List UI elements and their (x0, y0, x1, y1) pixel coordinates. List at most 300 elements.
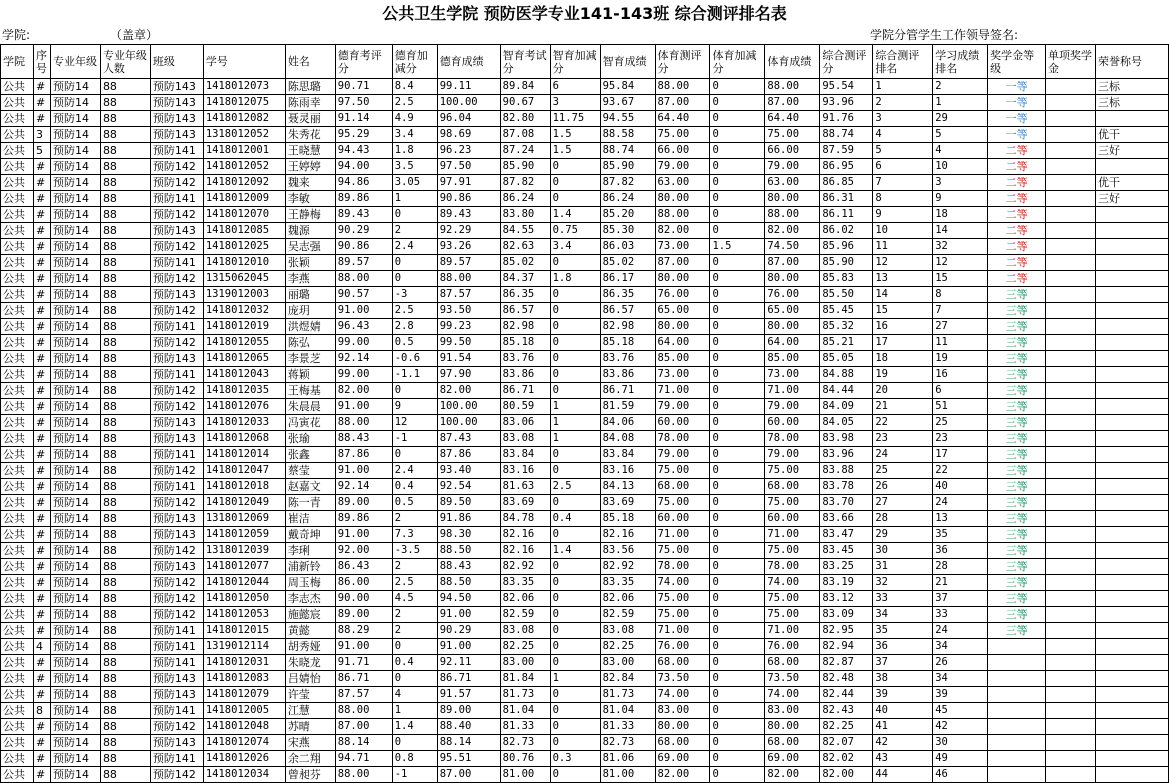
table-cell: 1318012052 (203, 127, 285, 143)
table-cell: 公共 (1, 239, 34, 255)
table-cell: 0.8 (392, 751, 437, 767)
table-cell: 31 (873, 559, 933, 575)
table-cell: 预防141 (150, 703, 203, 719)
column-header: 体育成绩 (765, 45, 820, 79)
table-cell: 88 (100, 671, 150, 687)
table-cell: 96.43 (335, 319, 392, 335)
table-cell: 三等 (988, 447, 1046, 463)
table-row (1, 143, 1169, 159)
table-cell: 1 (550, 399, 600, 415)
table-cell: 预防143 (150, 223, 203, 239)
table-cell: 82.95 (820, 623, 873, 639)
table-cell (1095, 239, 1168, 255)
table-cell: 预防14 (50, 351, 100, 367)
table-cell (1046, 527, 1096, 543)
table-cell: 100.00 (437, 415, 500, 431)
table-cell: 96.23 (437, 143, 500, 159)
table-cell: 2.8 (392, 319, 437, 335)
table-cell (1095, 495, 1168, 511)
table-row (1, 175, 1169, 191)
table-cell: # (33, 655, 50, 671)
table-cell: 预防14 (50, 127, 100, 143)
table-row (1, 543, 1169, 559)
table-cell: 王婷婷 (285, 159, 335, 175)
table-cell: 三等 (988, 559, 1046, 575)
table-cell: 71.00 (765, 527, 820, 543)
table-cell: 8.4 (392, 79, 437, 95)
table-cell: 23 (933, 431, 988, 447)
table-cell: 曾昶芬 (285, 767, 335, 783)
table-cell: 三等 (988, 511, 1046, 527)
table-cell: 0 (710, 79, 765, 95)
table-cell: 80.00 (655, 719, 710, 735)
table-cell: 82.98 (500, 319, 550, 335)
table-cell: 4.5 (392, 591, 437, 607)
table-cell: 82.16 (500, 543, 550, 559)
table-cell: 82.87 (820, 655, 873, 671)
table-cell: 24 (873, 447, 933, 463)
table-cell: 0.75 (550, 223, 600, 239)
table-cell: 82.16 (600, 527, 655, 543)
table-cell: 14 (873, 287, 933, 303)
table-cell: 赵嘉文 (285, 479, 335, 495)
table-cell: 宋燕 (285, 735, 335, 751)
column-header: 综合测评分 (820, 45, 873, 79)
table-cell (1095, 751, 1168, 767)
table-cell: 公共 (1, 207, 34, 223)
table-cell: 75.00 (655, 543, 710, 559)
table-cell: 82.48 (820, 671, 873, 687)
table-cell: 88 (100, 367, 150, 383)
table-cell: 三等 (988, 479, 1046, 495)
table-cell: 0 (550, 687, 600, 703)
table-cell: 二等 (988, 175, 1046, 191)
table-cell: 预防143 (150, 127, 203, 143)
table-cell: 64.00 (655, 335, 710, 351)
table-cell: 80.00 (765, 191, 820, 207)
table-cell (1046, 287, 1096, 303)
table-cell: 88.00 (335, 767, 392, 783)
table-cell: 1 (873, 79, 933, 95)
table-cell: 预防143 (150, 527, 203, 543)
table-cell: 预防14 (50, 735, 100, 751)
column-header: 班级 (150, 45, 203, 79)
table-cell: 89.00 (335, 495, 392, 511)
table-cell: 69.00 (765, 751, 820, 767)
table-cell: 86.71 (437, 671, 500, 687)
table-cell: 12 (873, 255, 933, 271)
table-cell: 82.06 (500, 591, 550, 607)
table-cell: 99.50 (437, 335, 500, 351)
table-cell: 0 (710, 639, 765, 655)
table-cell (1046, 767, 1096, 783)
table-cell: # (33, 431, 50, 447)
table-cell: 0 (550, 335, 600, 351)
table-cell (1095, 447, 1168, 463)
table-cell: 88.43 (437, 559, 500, 575)
table-cell: 83.16 (500, 463, 550, 479)
table-cell: 25 (933, 415, 988, 431)
table-cell: 预防142 (150, 159, 203, 175)
table-cell: 83.00 (500, 655, 550, 671)
table-cell: 预防141 (150, 623, 203, 639)
table-cell (1046, 575, 1096, 591)
table-cell (1095, 687, 1168, 703)
table-cell: 92.29 (437, 223, 500, 239)
table-cell: 预防142 (150, 543, 203, 559)
table-cell: 胡秀娅 (285, 639, 335, 655)
table-cell: 预防14 (50, 575, 100, 591)
table-cell: 预防141 (150, 639, 203, 655)
table-cell: 三等 (988, 607, 1046, 623)
table-cell (1046, 303, 1096, 319)
table-cell: 预防14 (50, 255, 100, 271)
table-cell: 张颖 (285, 255, 335, 271)
table-cell: 1418012059 (203, 527, 285, 543)
table-cell: 82.00 (820, 767, 873, 783)
table-cell: 公共 (1, 751, 34, 767)
table-row (1, 447, 1169, 463)
table-cell: 预防14 (50, 671, 100, 687)
table-cell: 三等 (988, 495, 1046, 511)
table-cell (1046, 751, 1096, 767)
table-cell: 预防14 (50, 463, 100, 479)
table-cell: 78.00 (765, 559, 820, 575)
table-cell: 83.84 (600, 447, 655, 463)
table-cell: 1418012075 (203, 95, 285, 111)
table-cell: 预防142 (150, 383, 203, 399)
table-cell: 0 (710, 271, 765, 287)
table-cell: 0 (550, 287, 600, 303)
table-cell: 88 (100, 687, 150, 703)
table-cell: 公共 (1, 559, 34, 575)
table-cell: 预防14 (50, 399, 100, 415)
table-cell: 12 (933, 255, 988, 271)
table-cell: 88.58 (600, 127, 655, 143)
table-cell: 预防14 (50, 511, 100, 527)
table-cell: 1.8 (392, 143, 437, 159)
table-cell: 88 (100, 399, 150, 415)
table-cell: 74.00 (765, 687, 820, 703)
table-cell: 93.50 (437, 303, 500, 319)
table-cell: 22 (873, 415, 933, 431)
table-cell: 预防143 (150, 111, 203, 127)
table-cell: 91.86 (437, 511, 500, 527)
table-cell: 88.50 (437, 543, 500, 559)
table-cell: 89.00 (437, 703, 500, 719)
table-cell: 73.50 (655, 671, 710, 687)
table-cell: 预防14 (50, 143, 100, 159)
table-cell (1095, 575, 1168, 591)
table-cell: 0 (550, 639, 600, 655)
table-cell: 85.00 (765, 351, 820, 367)
table-cell: 83.16 (600, 463, 655, 479)
table-cell: 86.57 (600, 303, 655, 319)
table-cell: 75.00 (655, 495, 710, 511)
table-cell: 1418012015 (203, 623, 285, 639)
table-cell: 86.43 (335, 559, 392, 575)
table-cell: 公共 (1, 143, 34, 159)
table-cell: 1.4 (392, 719, 437, 735)
table-cell: 公共 (1, 767, 34, 783)
table-row (1, 767, 1169, 783)
table-cell: 74.00 (655, 687, 710, 703)
table-cell: 0 (550, 719, 600, 735)
table-cell: 0 (550, 575, 600, 591)
table-cell: 1.8 (550, 271, 600, 287)
column-header: 序号 (33, 45, 50, 79)
table-cell: 0 (550, 703, 600, 719)
table-cell: 91.00 (335, 303, 392, 319)
table-cell: 88 (100, 495, 150, 511)
table-cell: 32 (933, 239, 988, 255)
table-cell: 86.71 (335, 671, 392, 687)
table-cell: 97.50 (437, 159, 500, 175)
table-cell: 预防14 (50, 447, 100, 463)
table-cell: 1418012052 (203, 159, 285, 175)
table-cell: 0 (392, 207, 437, 223)
table-cell: # (33, 607, 50, 623)
table-cell: 64.00 (765, 335, 820, 351)
table-cell: 88 (100, 79, 150, 95)
table-cell: 1418012025 (203, 239, 285, 255)
table-cell: 0 (550, 191, 600, 207)
table-cell: 崔洁 (285, 511, 335, 527)
column-header: 智育考试分 (500, 45, 550, 79)
table-cell: 0 (550, 591, 600, 607)
table-cell (1046, 607, 1096, 623)
table-cell: 预防143 (150, 431, 203, 447)
table-cell: 0 (710, 303, 765, 319)
table-cell: 87.82 (500, 175, 550, 191)
table-cell: 11 (873, 239, 933, 255)
table-cell: 0 (550, 463, 600, 479)
table-cell: 0 (710, 527, 765, 543)
table-cell: # (33, 367, 50, 383)
table-cell: 2 (873, 95, 933, 111)
table-cell: 5 (873, 143, 933, 159)
table-cell: 预防14 (50, 655, 100, 671)
table-cell (988, 703, 1046, 719)
table-cell: 三等 (988, 415, 1046, 431)
table-cell: 公共 (1, 431, 34, 447)
table-cell: 预防143 (150, 351, 203, 367)
table-cell: 60.00 (765, 511, 820, 527)
table-cell: 1418012092 (203, 175, 285, 191)
table-cell: 92.14 (335, 351, 392, 367)
table-cell: 0 (550, 655, 600, 671)
table-cell: 朱晓龙 (285, 655, 335, 671)
table-cell: 83.84 (500, 447, 550, 463)
table-cell: 1319012114 (203, 639, 285, 655)
table-cell: 89.50 (437, 495, 500, 511)
table-row (1, 751, 1169, 767)
column-header: 德育成绩 (437, 45, 500, 79)
table-cell: 公共 (1, 527, 34, 543)
table-cell: 74.50 (765, 239, 820, 255)
table-cell (1046, 271, 1096, 287)
table-cell: 0 (710, 751, 765, 767)
table-cell: # (33, 495, 50, 511)
table-cell: # (33, 767, 50, 783)
table-cell: 公共 (1, 479, 34, 495)
table-cell (1046, 559, 1096, 575)
table-cell: 0.5 (392, 495, 437, 511)
table-cell: 0.4 (392, 655, 437, 671)
table-cell: 22 (933, 463, 988, 479)
table-cell: 苏晴 (285, 719, 335, 735)
table-cell: 86.02 (820, 223, 873, 239)
table-cell: 86.24 (500, 191, 550, 207)
table-cell: 0 (550, 559, 600, 575)
table-cell: 86.03 (600, 239, 655, 255)
table-row (1, 575, 1169, 591)
table-cell: 三等 (988, 463, 1046, 479)
table-cell: 27 (933, 319, 988, 335)
table-cell: 1418012031 (203, 655, 285, 671)
table-cell: 87.24 (500, 143, 550, 159)
table-cell: 88 (100, 479, 150, 495)
table-cell: 2.5 (392, 95, 437, 111)
table-cell: 68.00 (655, 479, 710, 495)
table-cell: 预防14 (50, 751, 100, 767)
table-cell: 预防14 (50, 719, 100, 735)
table-cell: 79.00 (765, 159, 820, 175)
table-cell: 0.3 (550, 751, 600, 767)
table-cell (1046, 207, 1096, 223)
table-cell: 35 (873, 623, 933, 639)
table-cell (1046, 223, 1096, 239)
table-cell: 二等 (988, 159, 1046, 175)
table-cell: 86.57 (500, 303, 550, 319)
table-cell: 82.02 (820, 751, 873, 767)
table-cell: 87.00 (437, 767, 500, 783)
table-row (1, 495, 1169, 511)
table-cell: 15 (873, 303, 933, 319)
table-cell: 预防143 (150, 95, 203, 111)
table-cell: 0 (710, 703, 765, 719)
table-cell (1046, 79, 1096, 95)
table-cell: 预防14 (50, 687, 100, 703)
table-row (1, 639, 1169, 655)
table-cell: 预防14 (50, 479, 100, 495)
table-cell (1095, 159, 1168, 175)
table-cell: 83.08 (500, 623, 550, 639)
table-cell: 1418012050 (203, 591, 285, 607)
table-cell (1095, 319, 1168, 335)
table-cell: 83.76 (600, 351, 655, 367)
table-cell: 80.00 (765, 719, 820, 735)
table-cell: 93.96 (820, 95, 873, 111)
table-cell: 预防143 (150, 687, 203, 703)
table-cell: # (33, 527, 50, 543)
table-cell: 预防14 (50, 767, 100, 783)
table-cell: 预防142 (150, 591, 203, 607)
table-cell: 2 (392, 559, 437, 575)
table-cell: # (33, 319, 50, 335)
table-cell: 88 (100, 591, 150, 607)
table-cell: 88.43 (335, 431, 392, 447)
table-cell: 预防14 (50, 639, 100, 655)
table-cell: 0 (550, 383, 600, 399)
table-cell: 91.00 (335, 639, 392, 655)
table-cell: 陈思璐 (285, 79, 335, 95)
table-cell: 19 (873, 367, 933, 383)
table-cell: 2.4 (392, 239, 437, 255)
ranking-table (0, 44, 1169, 783)
table-cell: # (33, 687, 50, 703)
table-cell: 2.5 (392, 303, 437, 319)
table-cell: 预防142 (150, 719, 203, 735)
table-cell: 0 (550, 351, 600, 367)
table-cell (1046, 127, 1096, 143)
table-cell (1046, 447, 1096, 463)
table-cell: 39 (933, 687, 988, 703)
table-row (1, 159, 1169, 175)
table-cell: 99.00 (335, 335, 392, 351)
table-cell: 25 (873, 463, 933, 479)
table-cell: 91.00 (335, 399, 392, 415)
table-cell: 60.00 (655, 511, 710, 527)
column-header: 学院 (1, 45, 34, 79)
table-cell: 公共 (1, 447, 34, 463)
table-cell: 96.04 (437, 111, 500, 127)
table-cell: 洪煜婧 (285, 319, 335, 335)
table-cell: 95.29 (335, 127, 392, 143)
table-cell: 89.43 (335, 207, 392, 223)
table-cell: 公共 (1, 159, 34, 175)
table-cell: 公共 (1, 655, 34, 671)
table-cell: 1418012044 (203, 575, 285, 591)
table-cell (1095, 351, 1168, 367)
table-cell: 预防14 (50, 111, 100, 127)
table-cell: 23 (873, 431, 933, 447)
table-cell: 88 (100, 431, 150, 447)
column-header: 姓名 (285, 45, 335, 79)
table-cell: 0 (550, 607, 600, 623)
table-cell (1046, 367, 1096, 383)
table-cell: 预防14 (50, 415, 100, 431)
table-cell: 预防14 (50, 191, 100, 207)
table-body (1, 79, 1169, 783)
table-cell: 88 (100, 351, 150, 367)
table-cell: 82.00 (655, 223, 710, 239)
table-cell: 86.17 (600, 271, 655, 287)
table-cell: 60.00 (765, 415, 820, 431)
table-cell: 34 (933, 671, 988, 687)
table-cell: 预防141 (150, 655, 203, 671)
table-cell: 85.18 (600, 511, 655, 527)
table-cell: 预防14 (50, 335, 100, 351)
table-cell: 三等 (988, 527, 1046, 543)
table-cell: 33 (933, 607, 988, 623)
table-cell: 88 (100, 383, 150, 399)
table-cell: 92.00 (335, 543, 392, 559)
table-cell: 91.00 (437, 607, 500, 623)
table-cell (1046, 335, 1096, 351)
table-cell: 2.4 (392, 463, 437, 479)
table-cell: 张瑜 (285, 431, 335, 447)
table-cell: 3.4 (392, 127, 437, 143)
table-cell (988, 751, 1046, 767)
table-cell: 81.63 (500, 479, 550, 495)
table-cell: -1.1 (392, 367, 437, 383)
table-cell: 吴志强 (285, 239, 335, 255)
table-cell: 3 (933, 175, 988, 191)
table-cell: 42 (933, 719, 988, 735)
table-cell: 28 (933, 559, 988, 575)
table-cell: -1 (392, 431, 437, 447)
